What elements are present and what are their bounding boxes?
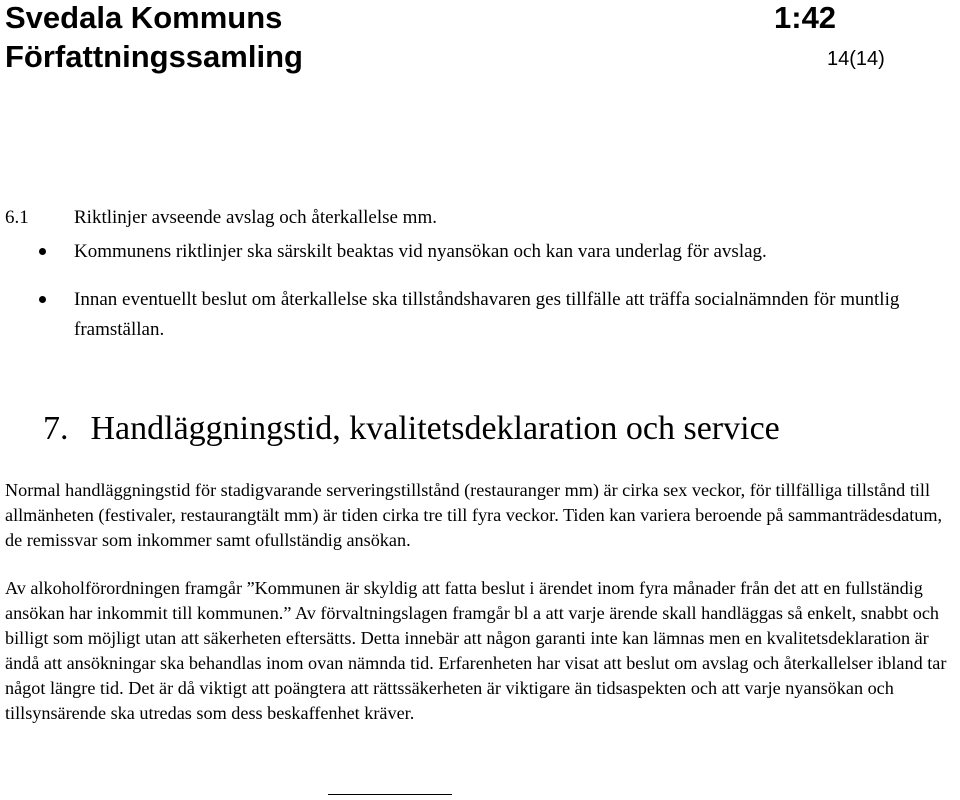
header-collection: Författningssamling — [5, 39, 303, 74]
header-municipality: Svedala Kommuns — [5, 0, 283, 35]
section-6-1-number: 6.1 — [5, 207, 29, 228]
footnote-separator — [328, 794, 452, 795]
paragraph-processing-time: Normal handläggningstid för stadigvarande serveringstillstånd (restauranger mm) är cirka sex veckor, för tillfälliga tillstånd till allmänheten (festivaler, restaurangtält mm) är tiden cirka tre till fyra veckor. Tiden kan variera beroende på sammanträdesdatum, de remissvar som inkommer samt ofullständig ansökan. — [5, 480, 943, 550]
bullet-icon — [39, 248, 46, 255]
bullet-item-1: Kommunens riktlinjer ska särskilt beaktas vid nyansökan och kan vara underlag för avslag. — [74, 241, 767, 262]
bullet-item-2: Innan eventuellt beslut om återkallelse ska tillståndshavaren ges tillfälle att träffa socialnämnden för muntlig framställan. — [74, 289, 900, 340]
page-number: 14(14) — [827, 48, 885, 70]
section-7-title: Handläggningstid, kvalitetsdeklaration och service — [90, 410, 780, 447]
section-6-1-title: Riktlinjer avseende avslag och återkallelse mm. — [74, 207, 437, 228]
section-7-heading — [43, 410, 780, 448]
header-doc-number: 1:42 — [774, 0, 837, 35]
section-7-number: 7. — [43, 410, 69, 447]
bullet-icon — [39, 296, 46, 303]
paragraph-quality-declaration: Av alkoholförordningen framgår ”Kommunen är skyldig att fatta beslut i ärendet inom fyra månader från det att en fullständig ansökan har inkommit till kommunen.” Av förvaltningslagen framgår bl a att varje ärende skall handläggas så enkelt, snabbt och billigt som möjligt utan att säkerheten eftersätts. Detta innebär att någon garanti inte kan lämnas men en kvalitetsdeklaration är ändå att ansökningar ska behandlas inom ovan nämnda tid. Erfarenheten har visat att beslut om avslag och återkallelser ibland tar något längre tid. Det är då viktigt att poängtera att rättssäkerheten är viktigare än tidsaspekten och att varje nyansökan och tillsynsärende ska utredas som dess beskaffenhet kräver. — [5, 578, 947, 723]
